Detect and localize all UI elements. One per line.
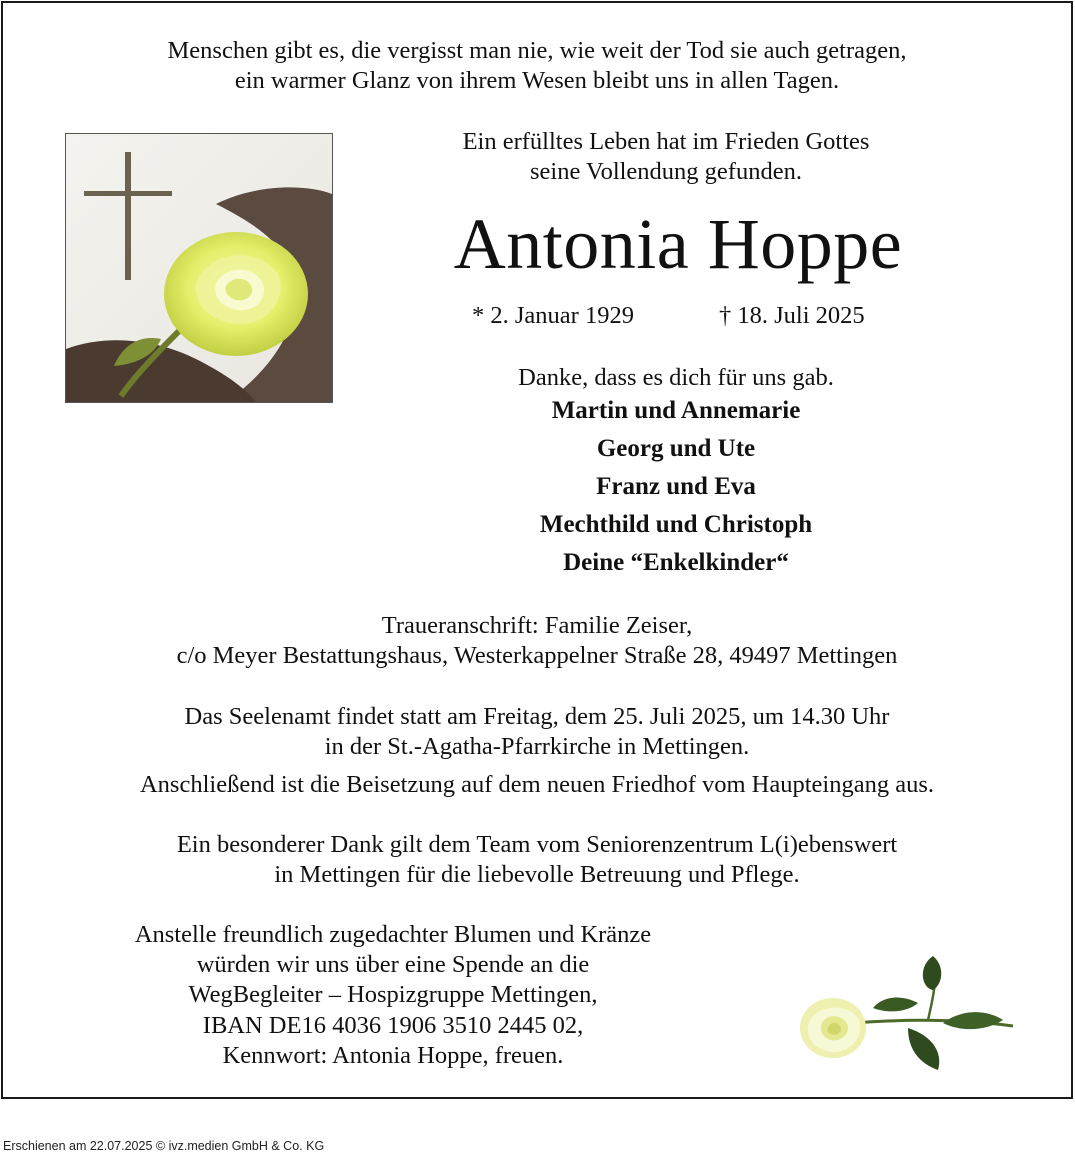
donation-line-4: IBAN DE16 4036 1906 3510 2445 02, (202, 1012, 584, 1039)
mourner-1: Martin und Annemarie (551, 397, 801, 424)
special-thanks-line-2: in Mettingen für die liebevolle Betreuung und Pflege. (274, 861, 800, 888)
thanks-line: Danke, dass es dich für uns gab. (518, 364, 834, 391)
mourner-4: Mechthild und Christoph (539, 511, 813, 538)
service-line-1: Das Seelenamt findet statt am Freitag, dem 25. Juli 2025, um 14.30 Uhr (184, 703, 890, 730)
death-date: † 18. Juli 2025 (719, 302, 865, 329)
donation-line-5: Kennwort: Antonia Hoppe, freuen. (222, 1042, 564, 1069)
poem-line-1: Menschen gibt es, die vergisst man nie, wie weit der Tod sie auch getragen, (167, 37, 907, 64)
intro-line-1: Ein erfülltes Leben hat im Frieden Gottes (462, 128, 870, 155)
service-line-3: Anschließend ist die Beisetzung auf dem neuen Friedhof vom Haupteingang aus. (139, 771, 934, 798)
mourner-2: Georg und Ute (596, 435, 756, 462)
donation-line-3: WegBegleiter – Hospizgruppe Mettingen, (188, 981, 598, 1008)
special-thanks-line-1: Ein besonderer Dank gilt dem Team vom Seniorenzentrum L(i)ebenswert (176, 831, 898, 858)
cross-rose-photo (65, 133, 333, 403)
mourner-3: Franz und Eva (596, 473, 756, 500)
poem-line-2: ein warmer Glanz von ihrem Wesen bleibt uns in allen Tagen. (234, 67, 840, 94)
rose-illustration (793, 948, 1023, 1078)
birth-date: * 2. Januar 1929 (472, 302, 634, 329)
address-line-1: Traueranschrift: Familie Zeiser, (381, 612, 693, 639)
service-line-2: in der St.-Agatha-Pfarrkirche in Mettingen. (324, 733, 750, 760)
obituary-notice (1, 1, 1073, 1099)
address-line-2: c/o Meyer Bestattungshaus, Westerkappelner Straße 28, 49497 Mettingen (176, 642, 898, 669)
deceased-name: Antonia Hoppe (453, 204, 903, 284)
intro-line-2: seine Vollendung gefunden. (530, 158, 802, 185)
publication-footer: Erschienen am 22.07.2025 © ivz.medien GmbH & Co. KG (3, 1139, 325, 1153)
donation-line-1: Anstelle freundlich zugedachter Blumen und Kränze (134, 921, 652, 948)
donation-line-2: würden wir uns über eine Spende an die (196, 951, 590, 978)
rose-image (793, 948, 1023, 1078)
cross-rose-image (66, 134, 332, 402)
mourner-5: Deine “Enkelkinder“ (563, 549, 789, 576)
